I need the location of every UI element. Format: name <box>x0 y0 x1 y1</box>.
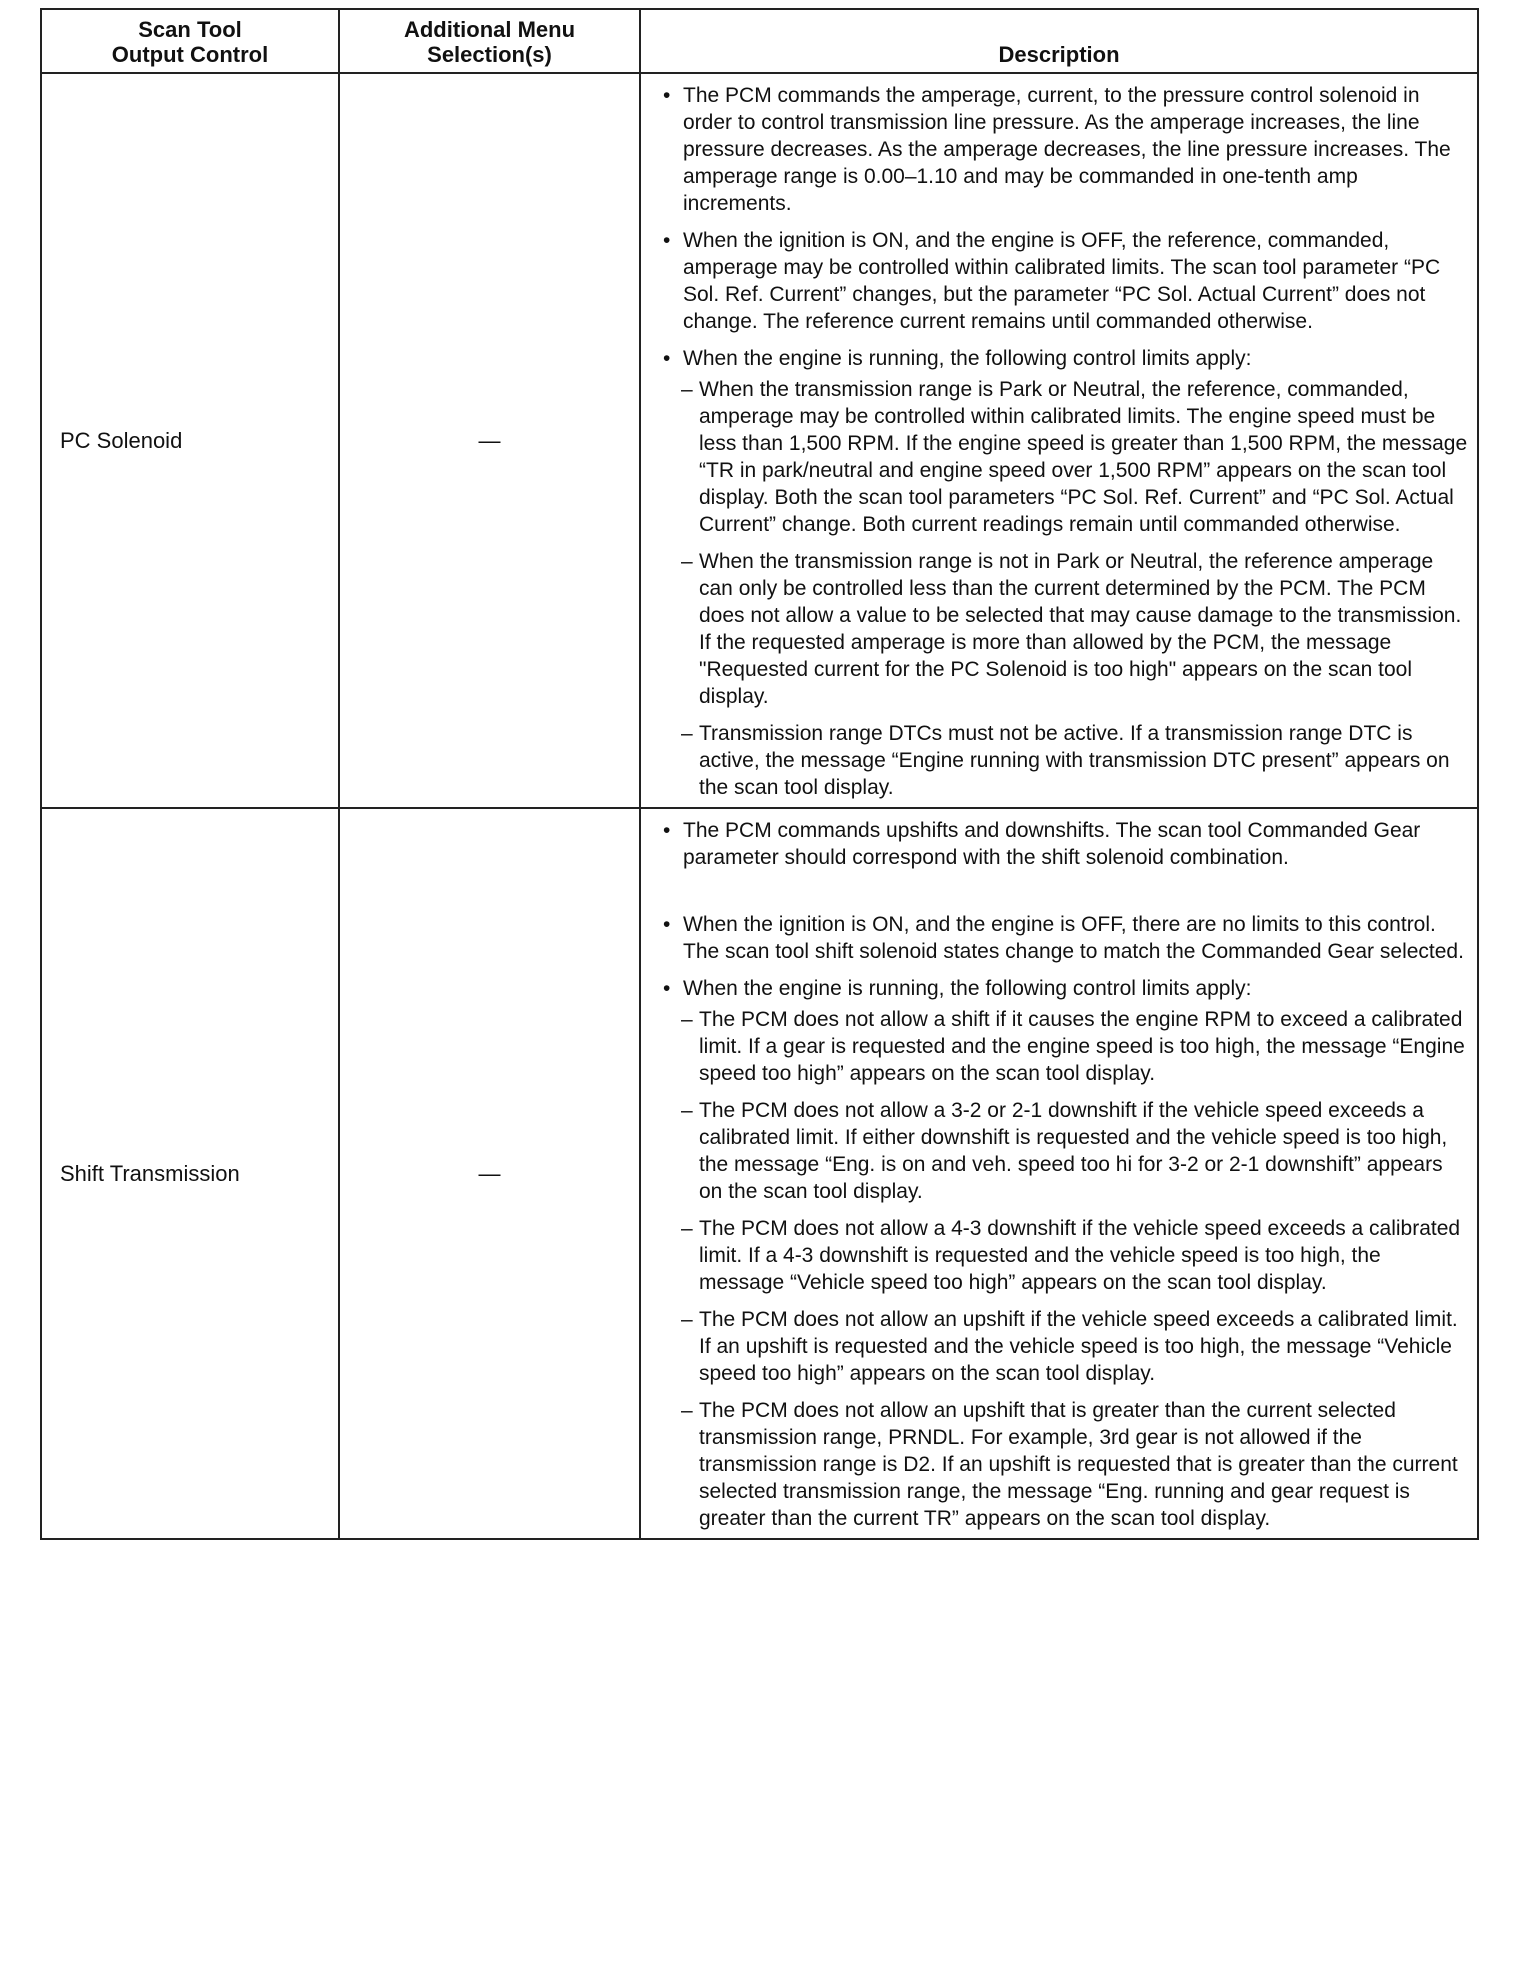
sub-item <box>663 376 1469 538</box>
scan-tool-output-control-table <box>40 8 1479 1540</box>
header-scan-tool-output-control <box>41 9 339 73</box>
bullet-text: When the engine is running, the following control limits apply: <box>683 977 1252 1000</box>
bullet-text: When the ignition is ON, and the engine is OFF, the reference, commanded, amperage may be controlled within calibrated limits. The scan tool parameter “PC Sol. Ref. Current” changes, but the parameter “PC Sol. Actual Current” does not change. The reference current remains until commanded otherwise. <box>683 229 1441 333</box>
dash-mark: – <box>681 1008 693 1031</box>
bullet-text: The PCM commands the amperage, current, to the pressure control solenoid in order to control transmission line pressure. As the amperage increases, the line pressure decreases. As the amperage decreases, the line pressure increases. The amperage range is 0.00–1.10 and may be commanded in one-tenth amp increments. <box>683 84 1451 215</box>
bullet-item <box>663 911 1469 965</box>
sub-text: The PCM does not allow an upshift if the vehicle speed exceeds a calibrated limit. If an upshift is requested and the vehicle speed is too high, the message “Vehicle speed too high” appears on the scan tool display. <box>699 1308 1458 1385</box>
dash-mark: – <box>681 1217 693 1240</box>
dash-mark: – <box>681 1399 693 1422</box>
bullet-text: The PCM commands upshifts and downshifts. The scan tool Commanded Gear parameter should correspond with the shift solenoid combination. <box>683 819 1421 869</box>
sub-item <box>663 720 1469 801</box>
bullet-mark: • <box>663 347 671 370</box>
bullet-mark: • <box>663 913 671 936</box>
bullet-mark: • <box>663 84 671 107</box>
sub-item <box>663 1306 1469 1387</box>
sub-text: The PCM does not allow a 3-2 or 2-1 downshift if the vehicle speed exceeds a calibrated limit. If either downshift is requested and the vehicle speed is too high, the message “Eng. is on and veh. speed too hi for 3-2 or 2-1 downshift” appears on the scan tool display. <box>699 1099 1448 1203</box>
bullet-text: When the ignition is ON, and the engine is OFF, there are no limits to this control. The scan tool shift solenoid states change to match the Commanded Gear selected. <box>683 913 1464 963</box>
sub-item <box>663 1006 1469 1087</box>
bullet-item <box>663 345 1469 372</box>
menu-selection-cell: — <box>339 73 640 808</box>
header-col1-line1: Scan Tool <box>138 17 242 42</box>
header-col2-line1: Additional Menu <box>403 17 576 42</box>
sub-text: When the transmission range is not in Park or Neutral, the reference amperage can only be controlled less than the current determined by the PCM. The PCM does not allow a value to be selected that may cause damage to the transmission. If the requested amperage is more than allowed by the PCM, the message "Requested current for the PC Solenoid is too high" appears on the scan tool display. <box>699 550 1462 708</box>
sub-text: Transmission range DTCs must not be active. If a transmission range DTC is active, the message “Engine running with transmission DTC present” appears on the scan tool display. <box>699 722 1450 799</box>
bullet-mark: • <box>663 977 671 1000</box>
control-cell: Shift Transmission <box>41 808 339 1539</box>
bullet-mark: • <box>663 229 671 252</box>
header-col2-line2: Selection(s) <box>427 42 552 67</box>
dash-mark: – <box>681 722 693 745</box>
sub-item <box>663 548 1469 710</box>
sub-item <box>663 1215 1469 1296</box>
header-additional-menu-selections <box>339 9 640 73</box>
header-row <box>41 9 1478 73</box>
dash-mark: – <box>681 550 693 573</box>
sub-text: The PCM does not allow a shift if it causes the engine RPM to exceed a calibrated limit. If a gear is requested and the engine speed is too high, the message “Engine speed too high” appears on the scan tool display. <box>699 1008 1465 1085</box>
bullet-mark: • <box>663 819 671 842</box>
sub-text: When the transmission range is Park or Neutral, the reference, commanded, amperage may be controlled within calibrated limits. The engine speed must be less than 1,500 RPM. If the engine speed is greater than 1,500 RPM, the message “TR in park/neutral and engine speed over 1,500 RPM” appears on the scan tool display. Both the scan tool parameters “PC Sol. Ref. Current” and “PC Sol. Actual Current” change. Both current readings remain until commanded otherwise. <box>699 378 1468 536</box>
sub-text: The PCM does not allow an upshift that is greater than the current selected transmission range, PRNDL. For example, 3rd gear is not allowed if the transmission range is D2. If an upshift is requested that is greater than the current selected transmission range, the message “Eng. running and gear request is greater than the current TR” appears on the scan tool display. <box>699 1399 1458 1530</box>
sub-text: The PCM does not allow a 4-3 downshift if the vehicle speed exceeds a calibrated limit. If a 4-3 downshift is requested and the vehicle speed is too high, the message “Vehicle speed too high” appears on the scan tool display. <box>699 1217 1461 1294</box>
table-row-shift-transmission <box>41 808 1478 1539</box>
table-row-pc-solenoid <box>41 73 1478 808</box>
bullet-item <box>663 227 1469 335</box>
menu-selection-cell: — <box>339 808 640 1539</box>
bullet-item <box>663 82 1469 217</box>
header-description: Description <box>640 9 1478 73</box>
bullet-item <box>663 817 1469 871</box>
description-cell <box>640 73 1478 808</box>
bullet-text: When the engine is running, the following control limits apply: <box>683 347 1252 370</box>
bullet-item <box>663 975 1469 1002</box>
control-cell: PC Solenoid <box>41 73 339 808</box>
sub-item <box>663 1397 1469 1532</box>
dash-mark: – <box>681 1099 693 1122</box>
header-col1-line2: Output Control <box>111 42 269 67</box>
dash-mark: – <box>681 378 693 401</box>
sub-item <box>663 1097 1469 1205</box>
dash-mark: – <box>681 1308 693 1331</box>
description-cell <box>640 808 1478 1539</box>
